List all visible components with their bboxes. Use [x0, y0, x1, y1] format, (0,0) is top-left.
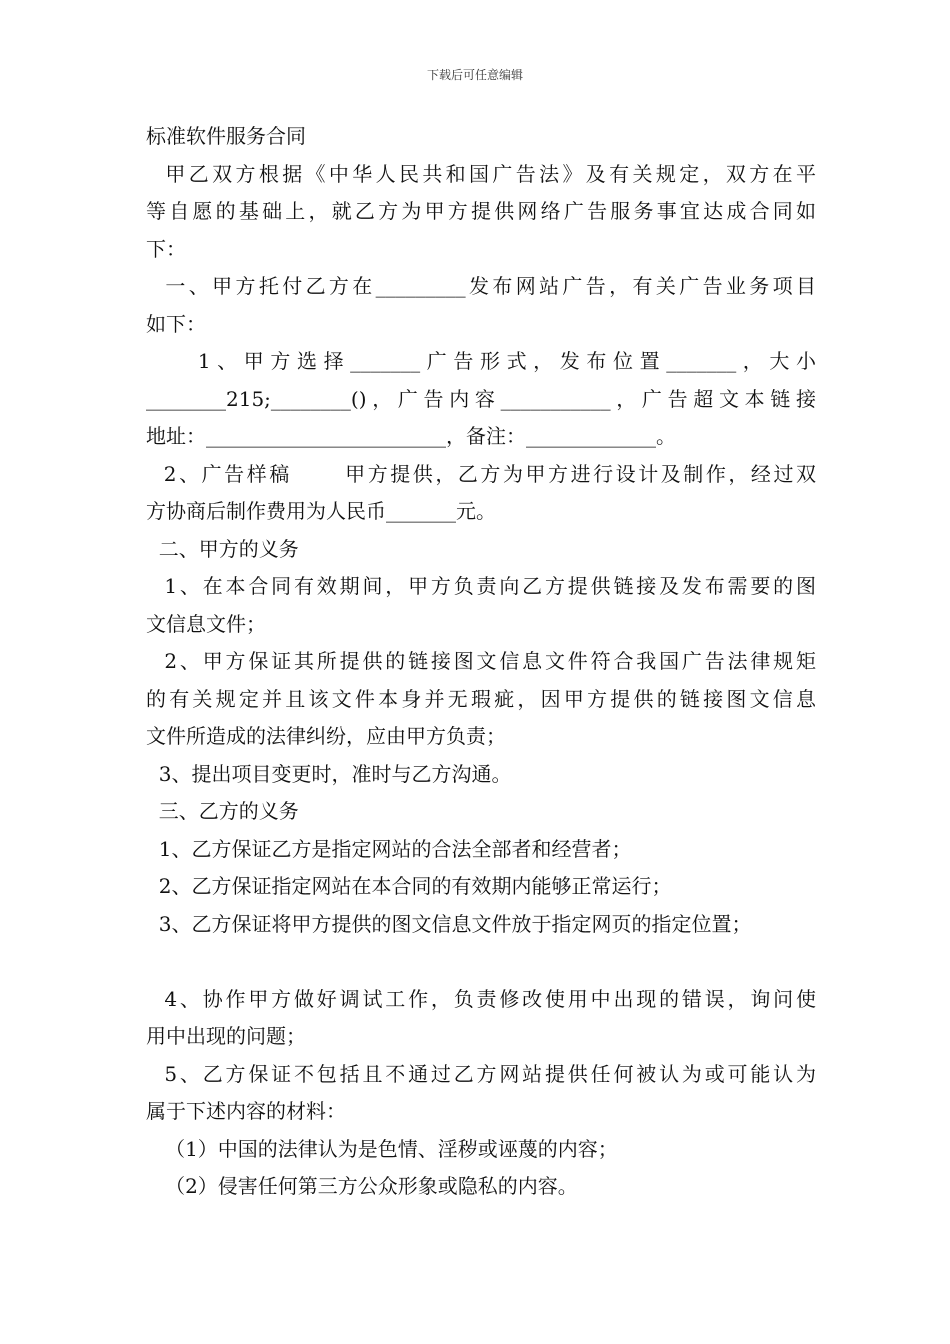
paragraph-line: ________215;________()，广告内容___________，广告超文本链接 [146, 386, 816, 411]
paragraph-line: 文信息文件； [146, 611, 266, 636]
paragraph-line: 5、乙方保证不包括且不通过乙方网站提供任何被认为或可能认为 [146, 1061, 816, 1086]
paragraph-line: 下： [146, 236, 186, 261]
section-heading: 二、甲方的义务 [146, 536, 299, 561]
list-item: （1）中国的法律认为是色情、淫秽或诬蔑的内容； [146, 1136, 618, 1161]
paragraph-line: 甲乙双方根据《中华人民共和国广告法》及有关规定，双方在平 [146, 161, 816, 186]
list-item: （2）侵害任何第三方公众形象或隐私的内容。 [146, 1174, 578, 1198]
paragraph-line: 3、提出项目变更时，准时与乙方沟通。 [146, 761, 512, 786]
paragraph-line: 2、广告样稿 甲方提供，乙方为甲方进行设计及制作，经过双 [146, 461, 816, 486]
paragraph-line: 等自愿的基础上，就乙方为甲方提供网络广告服务事宜达成合同如 [146, 199, 816, 223]
page-header-note: 下载后可任意编辑 [426, 68, 523, 82]
blank-line [146, 943, 816, 981]
paragraph-line: 文件所造成的法律纠纷，应由甲方负责； [146, 724, 506, 748]
paragraph-line: 的有关规定并且该文件本身并无瑕疵，因甲方提供的链接图文信息 [146, 686, 816, 711]
paragraph-line: 属于下述内容的材料： [146, 1099, 346, 1123]
paragraph-line: 方协商后制作费用为人民币_______元。 [146, 499, 496, 523]
paragraph-line: 1、甲方选择_______广告形式，发布位置_______，大小 [146, 349, 816, 373]
paragraph-line: 如下： [146, 311, 206, 336]
paragraph-line: 1、乙方保证乙方是指定网站的合法全部者和经营者； [146, 836, 632, 861]
paragraph-line: 用中出现的问题； [146, 1024, 306, 1048]
paragraph-line: 地址：________________________，备注：_____________。 [146, 424, 676, 448]
section-heading: 三、乙方的义务 [146, 799, 299, 823]
paragraph-line: 1、在本合同有效期间，甲方负责向乙方提供链接及发布需要的图 [146, 574, 816, 598]
document-title: 标准软件服务合同 [146, 124, 306, 148]
paragraph-line: 4、协作甲方做好调试工作，负责修改使用中出现的错误，询问使 [146, 986, 816, 1011]
document-body [146, 118, 816, 1206]
paragraph-line: 一、甲方托付乙方在_________发布网站广告，有关广告业务项目 [146, 274, 816, 298]
paragraph-line: 2、甲方保证其所提供的链接图文信息文件符合我国广告法律规矩 [146, 649, 816, 673]
paragraph-line: 2、乙方保证指定网站在本合同的有效期内能够正常运行； [146, 874, 672, 898]
paragraph-line: 3、乙方保证将甲方提供的图文信息文件放于指定网页的指定位置； [146, 911, 752, 936]
